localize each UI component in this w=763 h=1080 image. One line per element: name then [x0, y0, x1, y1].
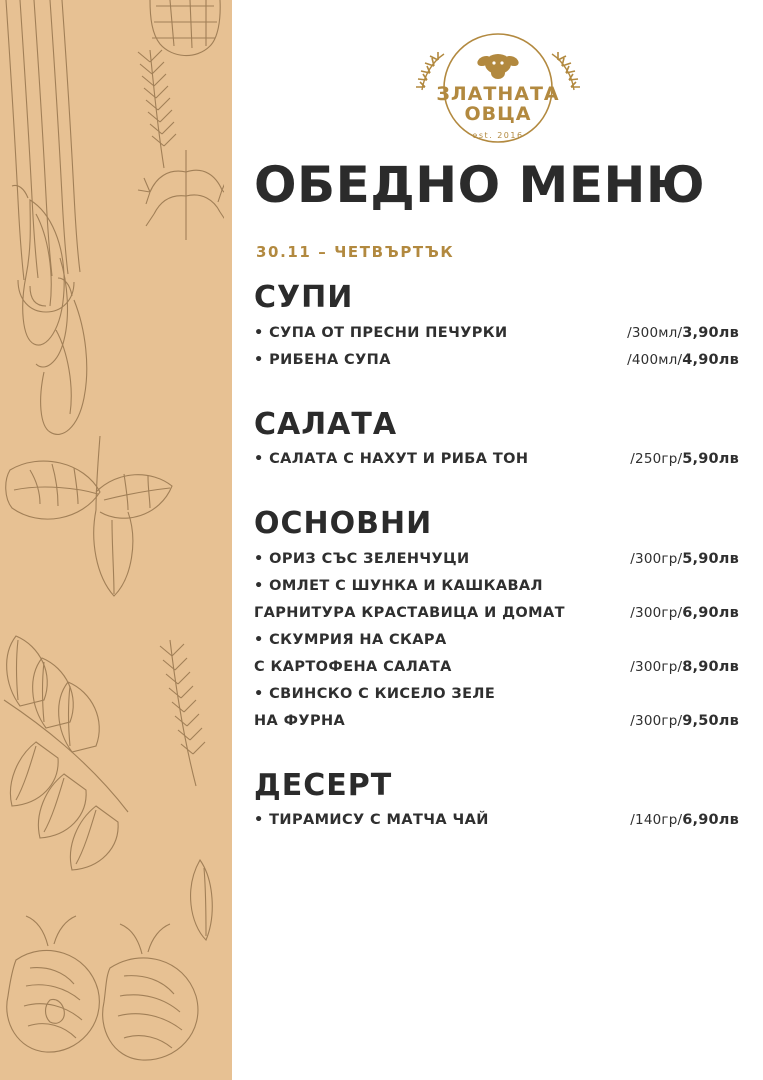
menu-item — [232, 451, 763, 478]
section-spacer — [232, 744, 763, 766]
menu-item-name: • ТИРАМИСУ С МАТЧА ЧАЙ — [254, 812, 489, 828]
menu-item-amount: 6,90лв — [682, 812, 739, 828]
menu-item-size: /250гр/ — [630, 451, 683, 467]
brand-name-line2: ОВЦА — [464, 103, 531, 125]
brand-established: est. 2016 — [471, 131, 524, 140]
menu-item — [232, 659, 763, 686]
menu-item-name: • ОРИЗ СЪС ЗЕЛЕНЧУЦИ — [254, 551, 470, 567]
menu-item-size: /300гр/ — [630, 712, 683, 729]
menu-item-amount: 6,90лв — [682, 604, 739, 621]
menu-item-name: • ОМЛЕТ С ШУНКА И КАШКАВАЛ — [254, 578, 543, 594]
menu-item-price — [630, 659, 739, 675]
menu-item — [232, 352, 763, 379]
menu-item-name: • СКУМРИЯ НА СКАРА — [254, 632, 447, 648]
menu-item-list — [232, 451, 763, 478]
menu-item-amount: 4,90лв — [682, 351, 739, 368]
menu-item — [232, 325, 763, 352]
menu-item-price — [627, 325, 739, 341]
menu-item-amount: 5,90лв — [682, 550, 739, 567]
herb-illustrations-icon — [0, 0, 232, 1080]
menu-item-price — [630, 551, 739, 567]
menu-item-list — [232, 551, 763, 740]
menu-item-price — [627, 352, 739, 368]
sheep-logo-icon — [398, 28, 598, 154]
menu-item-size: /140гр/ — [630, 812, 683, 828]
section-spacer — [232, 383, 763, 405]
menu-item-size: /400мл/ — [627, 351, 683, 368]
menu-section — [232, 504, 763, 740]
menu-sections — [232, 278, 763, 843]
menu-item — [232, 713, 763, 740]
page-title: ОБЕДНО МЕНЮ — [254, 156, 706, 214]
menu-item — [232, 812, 763, 839]
section-spacer — [232, 482, 763, 504]
menu-item-price — [630, 605, 739, 621]
menu-date: 30.11 – ЧЕТВЪРТЪК — [256, 243, 455, 261]
menu-item-name: • СУПА ОТ ПРЕСНИ ПЕЧУРКИ — [254, 325, 508, 341]
menu-item — [232, 551, 763, 578]
menu-content — [232, 0, 763, 1080]
menu-item-name: ГАРНИТУРА КРАСТАВИЦА И ДОМАТ — [254, 604, 565, 621]
menu-section — [232, 278, 763, 379]
menu-item-size: /300гр/ — [630, 658, 683, 675]
menu-item — [232, 632, 763, 659]
section-title: СУПИ — [254, 280, 354, 315]
menu-item-list — [232, 812, 763, 839]
menu-item-name: • СВИНСКО С КИСЕЛО ЗЕЛЕ — [254, 686, 495, 702]
menu-item-name: С КАРТОФЕНА САЛАТА — [254, 658, 452, 675]
menu-item-price — [630, 451, 739, 467]
menu-item — [232, 578, 763, 605]
menu-item-amount: 3,90лв — [682, 324, 739, 341]
menu-item-name: • САЛАТА С НАХУТ И РИБА ТОН — [254, 451, 528, 467]
menu-item-size: /300мл/ — [627, 324, 683, 341]
menu-item-amount: 8,90лв — [682, 658, 739, 675]
section-title: ДЕСЕРТ — [254, 767, 393, 803]
menu-item-price — [630, 812, 739, 828]
menu-item — [232, 686, 763, 713]
section-title: ОСНОВНИ — [254, 506, 433, 541]
menu-item-amount: 5,90лв — [682, 451, 739, 467]
decorative-illustration-panel — [0, 0, 232, 1080]
menu-item-name: • РИБЕНА СУПА — [254, 352, 391, 368]
brand-name-line1: ЗЛАТНАТА — [435, 83, 560, 105]
menu-item-amount: 9,50лв — [682, 712, 739, 729]
menu-item-size: /300гр/ — [630, 550, 683, 567]
menu-section — [232, 766, 763, 840]
menu-item-name: НА ФУРНА — [254, 712, 346, 729]
logo — [232, 28, 763, 158]
section-title: САЛАТА — [254, 406, 398, 442]
menu-section — [232, 405, 763, 479]
menu-item-size: /300гр/ — [630, 604, 683, 621]
panel-edge — [224, 0, 232, 1080]
menu-item-price — [630, 713, 739, 729]
menu-item — [232, 605, 763, 632]
menu-item-list — [232, 325, 763, 379]
